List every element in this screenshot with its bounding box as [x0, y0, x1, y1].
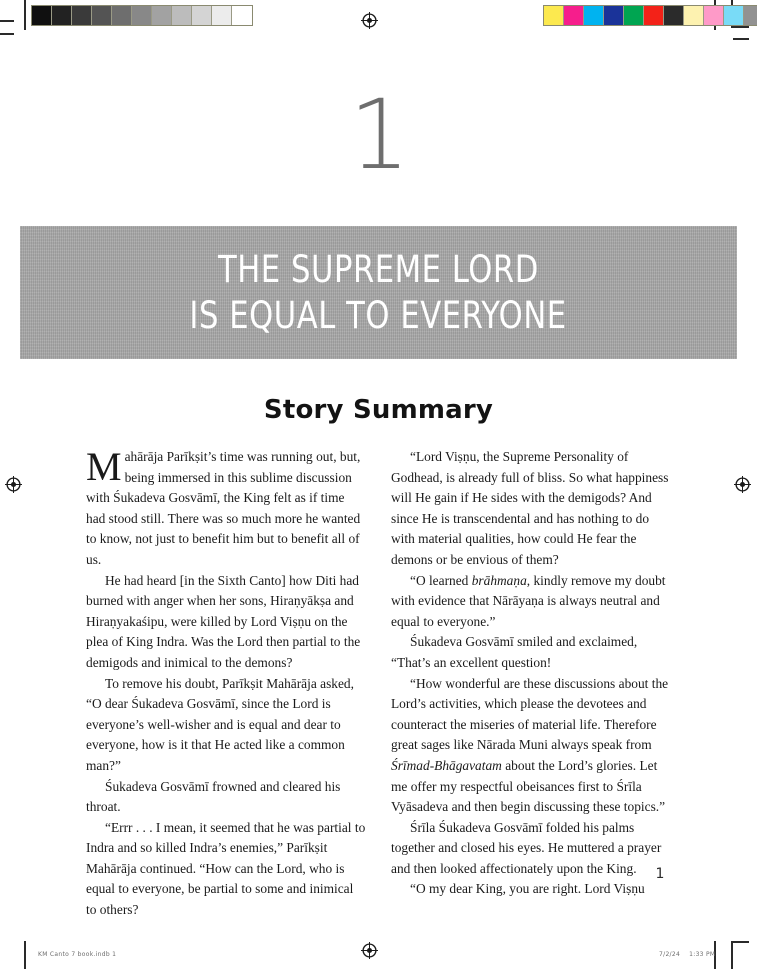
footer-time: 1:33 PM [689, 951, 716, 958]
paragraph-left-2: He had heard [in the Sixth Canto] how Diti had burned with anger when her sons, Hiraṇyākṣa and Hiraṇyakaśipu, were killed by Lord Viṣṇu on the plea of King Indra. Was the Lord then partial to the demigods and inimical to the demons? [86, 572, 361, 670]
paragraph-left-3: To remove his doubt, Parīkṣit Mahārāja asked, “O dear Śukadeva Gosvāmī, since the Lord is everyone’s well-wisher and is equal and dear to everyone, how is it that He acted like a common man?” [86, 675, 354, 773]
calibration-swatch [664, 6, 684, 25]
calibration-swatch [724, 6, 744, 25]
calibration-swatch [644, 6, 664, 25]
paragraph-right-1: “Lord Viṣṇu, the Supreme Personality of Godhead, is already full of bliss. So what happiness will He gain if He sides with the demigods? And since He is transcendental and has nothing to do with material qualities, how could He fear the demons or be envious of them? [391, 449, 669, 567]
paragraph-right-6: “O my dear King, you are right. Lord Viṣṇu [410, 881, 645, 897]
paragraph-left-5: “Errr . . . I mean, it seemed that he was partial to Indra and so killed Indra’s enemies,” Parīkṣit Mahārāja continued. “How can the Lord, who is equal to everyone, be partial to some and inimical to others? [86, 819, 366, 918]
paragraph-left-1-text: ahārāja Parīkṣit’s time was running out, but, being immersed in this sublime discussion with Śukadeva Gosvāmī, the King felt as if time had stood still. There was so much more he wanted to know, not just to benefit him but to benefit all of us. [86, 449, 361, 567]
paragraph-right-2 [391, 571, 671, 633]
calibration-swatch [192, 6, 212, 25]
chapter-number: 1 [348, 79, 409, 191]
crop-mark-left-horizontal-upper [0, 20, 14, 22]
calibration-swatch [684, 6, 704, 25]
calibration-swatch [52, 6, 72, 25]
chapter-title-line-1: THE SUPREME LORD [218, 247, 539, 291]
body-columns [86, 444, 671, 921]
calibration-swatch [72, 6, 92, 25]
calibration-swatch [32, 6, 52, 25]
paragraph-right-5: Śrīla Śukadeva Gosvāmī folded his palms together and closed his eyes. He muttered a prayer and then looked affectionately upon the King. [391, 819, 662, 876]
crop-mark-bottom-right-vertical-outer [731, 941, 733, 969]
crop-mark-left-horizontal-lower [0, 33, 14, 35]
registration-target-icon-right [734, 476, 751, 493]
left-text-column [86, 444, 366, 921]
calibration-swatch [92, 6, 112, 25]
paragraph-right-4 [391, 674, 671, 818]
calibration-swatch [604, 6, 624, 25]
section-heading-story-summary: Story Summary [263, 395, 494, 425]
chapter-title-line-2: IS EQUAL TO EVERYONE [189, 293, 568, 337]
registration-target-icon-left [5, 476, 22, 493]
registration-target-icon-top [361, 12, 378, 29]
calibration-swatch [704, 6, 724, 25]
calibration-swatch [744, 6, 757, 25]
paragraph-left-4: Śukadeva Gosvāmī frowned and cleared his throat. [86, 778, 341, 815]
title-srimad-bhagavatam: Śrīmad-Bhāgavatam [391, 757, 502, 773]
paragraph-right-4-part-a: “How wonderful are these discussions about the Lord’s activities, which please the devotees and counteract the miseries of material life. Therefore great sages like Nārada Muni always speak from [391, 675, 669, 753]
footer-date: 7/2/24 [659, 951, 681, 958]
term-brahmana: brāhmaṇa [471, 572, 527, 588]
crop-mark-right-horizontal-upper [733, 26, 749, 28]
crop-mark-bottom-right-horizontal [733, 941, 749, 943]
crop-mark-top-left-vertical [24, 0, 26, 30]
paragraph-right-2-part-b: , kindly remove my doubt with evidence that Nārāyaṇa is always neutral and equal to everyone.” [391, 572, 666, 629]
paragraph-left-1 [86, 444, 366, 571]
drop-cap: M [86, 444, 122, 489]
paragraph-right-4-part-b: about the Lord’s glories. Let me offer my respectful obeisances first to Śrīla Vyāsadeva and then begin discussing these topics.” [391, 757, 666, 815]
grayscale-calibration-strip [31, 5, 253, 26]
registration-target-icon-bottom [361, 942, 378, 959]
color-calibration-strip [543, 5, 757, 26]
crop-mark-right-horizontal-lower [733, 38, 749, 40]
calibration-swatch [584, 6, 604, 25]
calibration-swatch [624, 6, 644, 25]
footer-timestamp [659, 951, 715, 958]
chapter-title-banner [20, 226, 737, 359]
crop-mark-bottom-left-vertical [24, 941, 26, 969]
calibration-swatch [544, 6, 564, 25]
calibration-swatch [564, 6, 584, 25]
calibration-swatch [232, 6, 252, 25]
right-text-column [391, 447, 671, 921]
footer-file-slug: KM Canto 7 book.indb 1 [38, 951, 117, 958]
paragraph-right-3: Śukadeva Gosvāmī smiled and exclaimed, “That’s an excellent question! [391, 634, 638, 670]
paragraph-right-2-part-a: “O learned [410, 572, 472, 588]
page-number: 1 [655, 866, 665, 882]
calibration-swatch [112, 6, 132, 25]
calibration-swatch [212, 6, 232, 25]
calibration-swatch [172, 6, 192, 25]
calibration-swatch [132, 6, 152, 25]
calibration-swatch [152, 6, 172, 25]
